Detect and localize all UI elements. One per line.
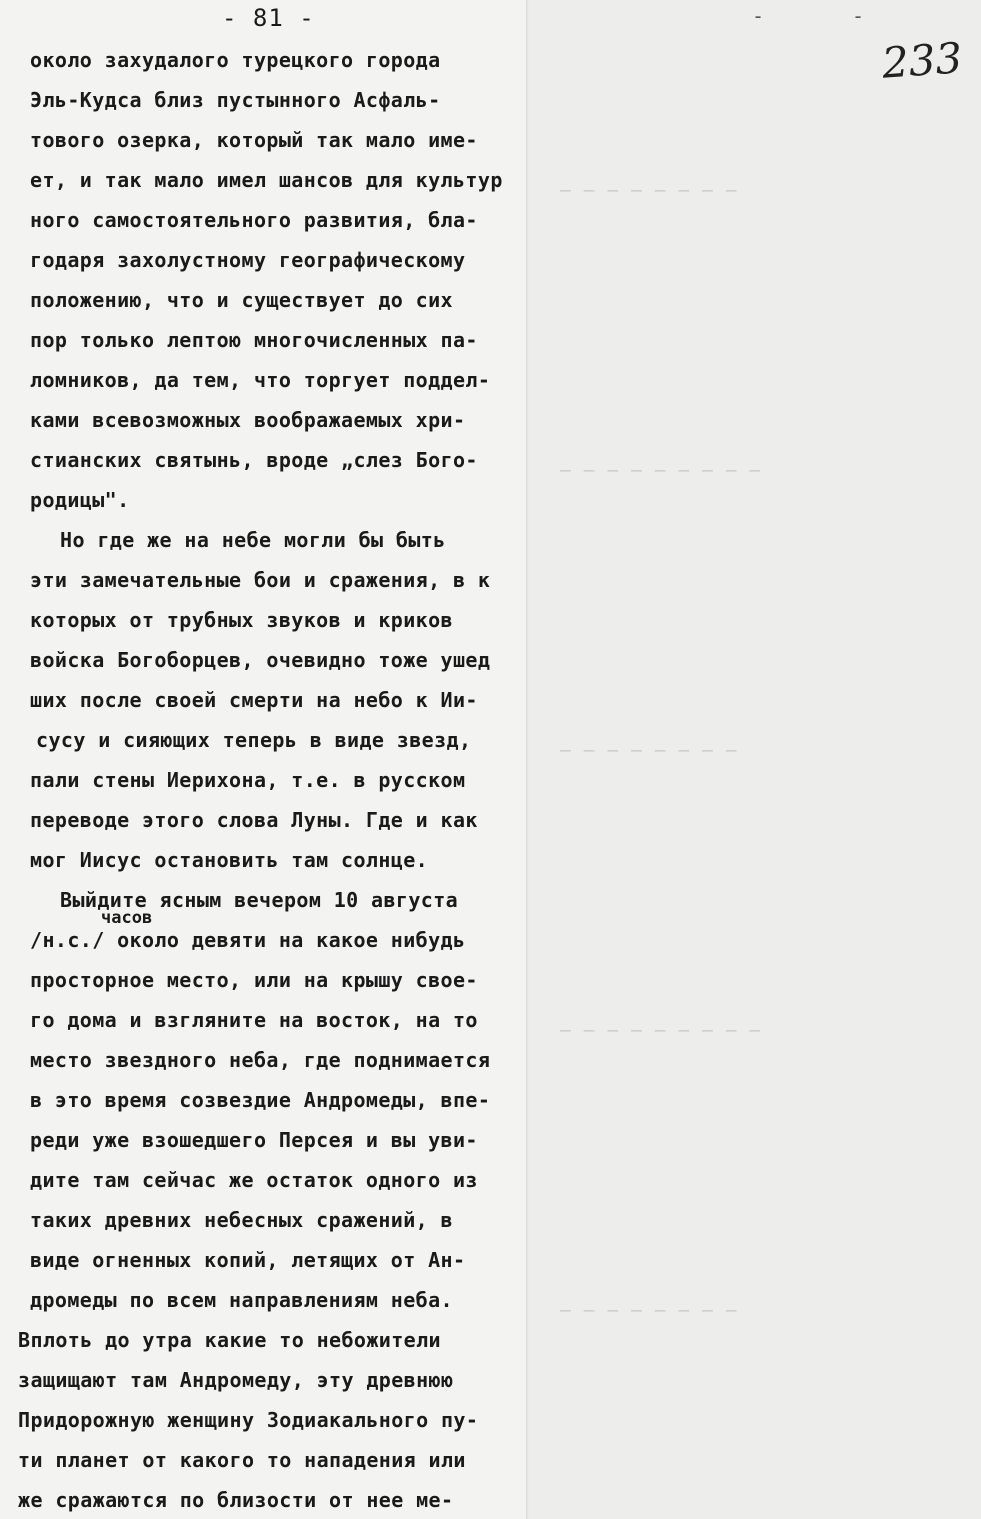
text-line: тового озерка, который так мало име- bbox=[30, 128, 478, 152]
text-line: таких древних небесных сражений, в bbox=[30, 1208, 453, 1232]
text-line: просторное место, или на крышу свое- bbox=[30, 968, 478, 992]
text-line: защищают там Андромеду, эту древнюю bbox=[18, 1368, 454, 1392]
text-line: Придорожную женщину Зодиакального пу- bbox=[18, 1408, 479, 1432]
text-line: ших после своей смерти на небо к Ии- bbox=[30, 688, 478, 712]
text-line: дромеды по всем направлениям неба. bbox=[30, 1288, 453, 1312]
text-line: мог Иисус остановить там солнце. bbox=[30, 848, 429, 872]
text-line: стианских святынь, вроде „слез Бого- bbox=[30, 448, 478, 472]
text-line: место звездного неба, где поднимается bbox=[30, 1048, 491, 1072]
text-line: виде огненных копий, летящих от Ан- bbox=[30, 1248, 466, 1272]
text-line: войска Богоборцев, очевидно тоже ушед bbox=[30, 648, 491, 672]
top-mark: - bbox=[752, 4, 765, 28]
text-line: которых от трубных звуков и криков bbox=[30, 608, 453, 632]
text-line: около захудалого турецкого города bbox=[30, 48, 441, 72]
text-line: ти планет от какого то нападения или bbox=[18, 1448, 466, 1472]
document-page: - 81 - - - 233 — — — — — — — — — — — — — — — — — — — — — — — — — — — — — — — — — — — — — — — — — — часов около захудалого турецкого города Эль-Кудса близ пустынного Асфаль- тового озерка, который так мало име- ет, и так мало имел шансов для культур ного самостоятельного развития, бла- годаря захолустному географическому положению, что и существует до сих пор только лептою многочисленных па- ломников, да тем, что торгует поддел- ками всевозможных воображаемых хри- стианских святынь, вроде „слез Бого- родицы". Но где же на небе могли бы быть эти замечательные бои и сражения, в к которых от трубных звуков и криков войска Богоборцев, очевидно тоже ушед ших после своей смерти на небо к Ии- сусу и сияющих теперь в виде звезд, пали стены Иерихона, т.е. в русском переводе этого слова Луны. Где и как мог Иисус остановить там солнце. Выйдите ясным вечером 10 августа /н.с./ около девяти на какое нибудь просторное место, или на крышу свое- го дома и взгляните на восток, на то место звездного неба, где поднимается в это время созвездие Андромеды, впе- реди уже взошедшего Персея и вы уви- дите там сейчас же остаток одного из таких древних небесных сражений, в виде огненных копий, летящих от Ан- дромеды по всем направлениям неба. Вплоть до утра какие то небожители защищают там Андромеду, эту древнюю Придорожную женщину Зодиакального пу- ти планет от какого то нападения или же сражаются по близости от нее ме- bbox=[0, 0, 981, 1519]
text-line: Но где же на небе могли бы быть bbox=[60, 528, 446, 552]
archive-number: 233 bbox=[880, 33, 964, 88]
text-line: дите там сейчас же остаток одного из bbox=[30, 1168, 478, 1192]
text-line: сусу и сияющих теперь в виде звезд, bbox=[36, 728, 472, 752]
text-line: реди уже взошедшего Персея и вы уви- bbox=[30, 1128, 478, 1152]
text-line: в это время созвездие Андромеды, впе- bbox=[30, 1088, 491, 1112]
text-line: положению, что и существует до сих bbox=[30, 288, 453, 312]
text-line: ного самостоятельного развития, бла- bbox=[30, 208, 478, 232]
text-line: годаря захолустному географическому bbox=[30, 248, 466, 272]
page-number: - 81 - bbox=[222, 4, 315, 32]
text-line: Эль-Кудса близ пустынного Асфаль- bbox=[30, 88, 441, 112]
text-line: родицы". bbox=[30, 488, 130, 512]
text-line: переводе этого слова Луны. Где и как bbox=[30, 808, 478, 832]
text-line: /н.с./ около девяти на какое нибудь bbox=[30, 928, 466, 952]
text-line: эти замечательные бои и сражения, в к bbox=[30, 568, 491, 592]
text-line: пали стены Иерихона, т.е. в русском bbox=[30, 768, 466, 792]
text-line: пор только лептою многочисленных па- bbox=[30, 328, 478, 352]
text-line: ет, и так мало имел шансов для культур bbox=[30, 168, 503, 192]
text-line: же сражаются по близости от нее ме- bbox=[18, 1488, 454, 1512]
top-mark: - bbox=[852, 4, 865, 28]
page-fold bbox=[526, 0, 529, 1519]
text-line: ками всевозможных воображаемых хри- bbox=[30, 408, 466, 432]
text-line: Выйдите ясным вечером 10 августа bbox=[60, 888, 459, 912]
text-line: го дома и взгляните на восток, на то bbox=[30, 1008, 478, 1032]
text-line: ломников, да тем, что торгует поддел- bbox=[30, 368, 491, 392]
text-line: Вплоть до утра какие то небожители bbox=[18, 1328, 441, 1352]
superscript-insertion: часов bbox=[101, 908, 153, 928]
